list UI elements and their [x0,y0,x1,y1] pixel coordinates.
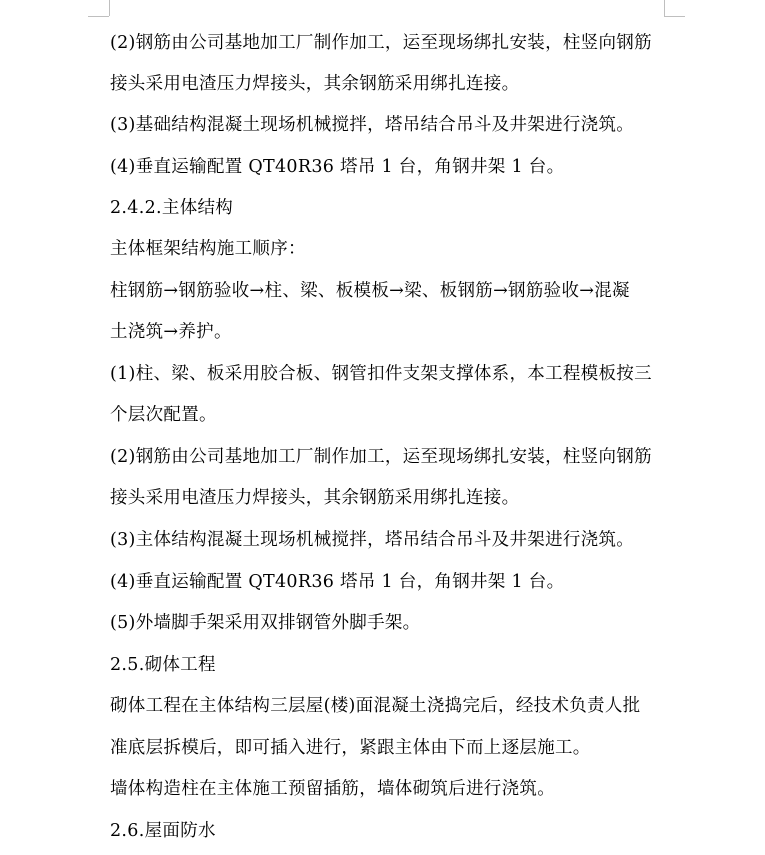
paragraph-line: 准底层拆模后，即可插入进行，紧跟主体由下而上逐层施工。 [110,738,591,758]
paragraph-line: 砌体工程在主体结构三层屋(楼)面混凝土浇捣完后，经技术负责人批 [110,696,641,716]
paragraph-line: 接头采用电渣压力焊接头，其余钢筋采用绑扎连接。 [110,488,520,508]
crop-mark-left-vertical [109,0,110,16]
paragraph-line: 土浇筑→养护。 [110,322,232,342]
paragraph-line: 墙体构造柱在主体施工预留插筋，墙体砌筑后进行浇筑。 [110,779,555,799]
section-heading: 2.4.2.主体结构 [110,198,234,218]
paragraph-line: (5)外墙脚手架采用双排钢管外脚手架。 [110,613,421,633]
paragraph-line: (1)柱、梁、板采用胶合板、钢管扣件支架支撑体系，本工程模板按三 [110,364,652,384]
paragraph-line: (3)基础结构混凝土现场机械搅拌，塔吊结合吊斗及井架进行浇筑。 [110,115,635,135]
paragraph-line: 接头采用电渣压力焊接头，其余钢筋采用绑扎连接。 [110,74,520,94]
paragraph-line: (4)垂直运输配置 QT40R36 塔吊 1 台，角钢井架 1 台。 [110,572,565,592]
paragraph-line: 主体框架结构施工顺序： [110,239,306,259]
crop-mark-right-horizontal [664,16,685,17]
section-heading: 2.5.砌体工程 [110,655,216,675]
paragraph-line: (2)钢筋由公司基地加工厂制作加工，运至现场绑扎安装，柱竖向钢筋 [110,33,652,53]
paragraph-line: (4)垂直运输配置 QT40R36 塔吊 1 台，角钢井架 1 台。 [110,157,565,177]
paragraph-line: 个层次配置。 [110,405,217,425]
paragraph-line: 柱钢筋→钢筋验收→柱、梁、板模板→梁、板钢筋→钢筋验收→混凝 [110,281,630,301]
section-heading: 2.6.屋面防水 [110,821,216,841]
paragraph-line: (2)钢筋由公司基地加工厂制作加工，运至现场绑扎安装，柱竖向钢筋 [110,447,652,467]
paragraph-line: (3)主体结构混凝土现场机械搅拌，塔吊结合吊斗及井架进行浇筑。 [110,530,635,550]
crop-mark-right-vertical [664,0,665,16]
crop-mark-left-horizontal [88,16,109,17]
